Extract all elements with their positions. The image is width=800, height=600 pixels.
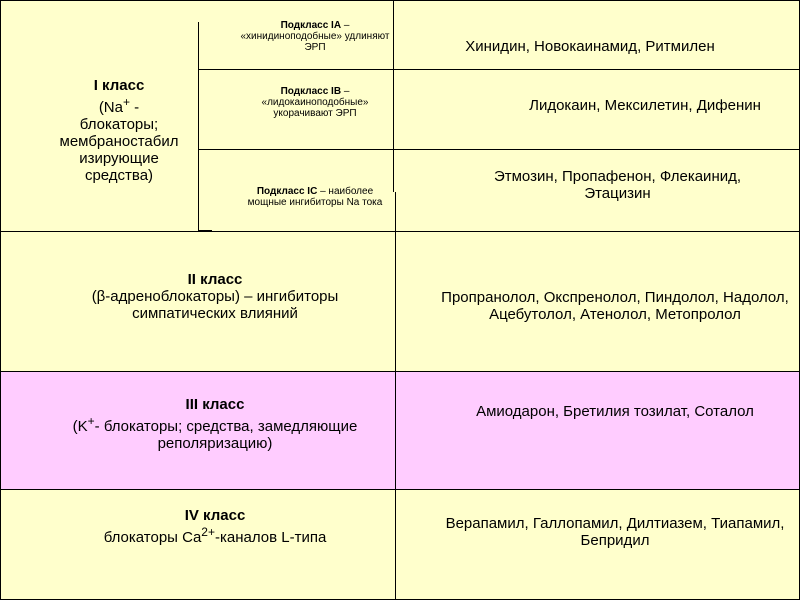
grid-line [198, 22, 199, 231]
grid-line [0, 0, 1, 600]
subclass-ic-drugs: Этмозин, Пропафенон, Флекаинид, Этацизин [493, 168, 742, 202]
subclass-ic-desc: – наиболее мощные ингибиторы Na тока [247, 186, 383, 208]
class3-drugs: Амиодарон, Бретилия тозилат, Соталол [476, 402, 754, 420]
class4-drugs: Верапамил, Галлопамил, Дилтиазем, Тиапамил, Бепридил [445, 515, 785, 549]
grid-line [0, 231, 800, 232]
subclass-ib-label: Подкласс IB [280, 85, 342, 97]
class2-cell [40, 266, 390, 326]
class2-title: II класс [187, 270, 243, 288]
grid-line [395, 192, 396, 600]
subclass-ia-drugs: Хинидин, Новокаинамид, Ритмилен [465, 37, 715, 55]
subclass-ib-cell [240, 82, 390, 122]
grid-line [198, 149, 800, 150]
class3-cell [40, 394, 390, 454]
subclass-ia-desc: – «хинидиноподобные» удлиняют ЭРП [240, 19, 390, 53]
grid-line [0, 371, 800, 372]
grid-line [198, 69, 800, 70]
class1-description: блокаторы; мембраностабил изирующие средства) [59, 115, 179, 184]
grid-line [0, 489, 800, 490]
class2-drugs: Пропранолол, Окспренолол, Пиндолол, Надолол, Ацебутолол, Атенолол, Метопролол [441, 289, 789, 323]
subclass-ib-drugs: Лидокаин, Мексилетин, Дифенин [529, 96, 761, 114]
class1-subtitle: (Na+ - [98, 94, 140, 116]
class4-title: IV класс [184, 506, 246, 524]
grid-line [393, 0, 394, 192]
class3-description: (K+- блокаторы; средства, замедляющие реполяризацию) [72, 414, 358, 452]
class2-description: (β-адреноблокаторы) – ингибиторы симпатических влияний [91, 287, 339, 322]
subclass-ic-cell [240, 178, 390, 216]
class4-cell [40, 506, 390, 546]
grid-line [0, 0, 800, 1]
class1-title: I класс [93, 76, 145, 94]
subclass-ic-label: Подкласс IC [256, 186, 318, 197]
subclass-ia-label: Подкласс IA [280, 19, 342, 31]
subclass-ib-desc: – «лидокаиноподобные» укорачивают ЭРП [261, 85, 369, 119]
subclass-ia-cell [240, 16, 390, 56]
class1-cell [40, 70, 198, 190]
class3-title: III класс [185, 396, 245, 413]
class4-description: блокаторы $Ca^{2+}$-каналов L-типа [103, 524, 327, 546]
